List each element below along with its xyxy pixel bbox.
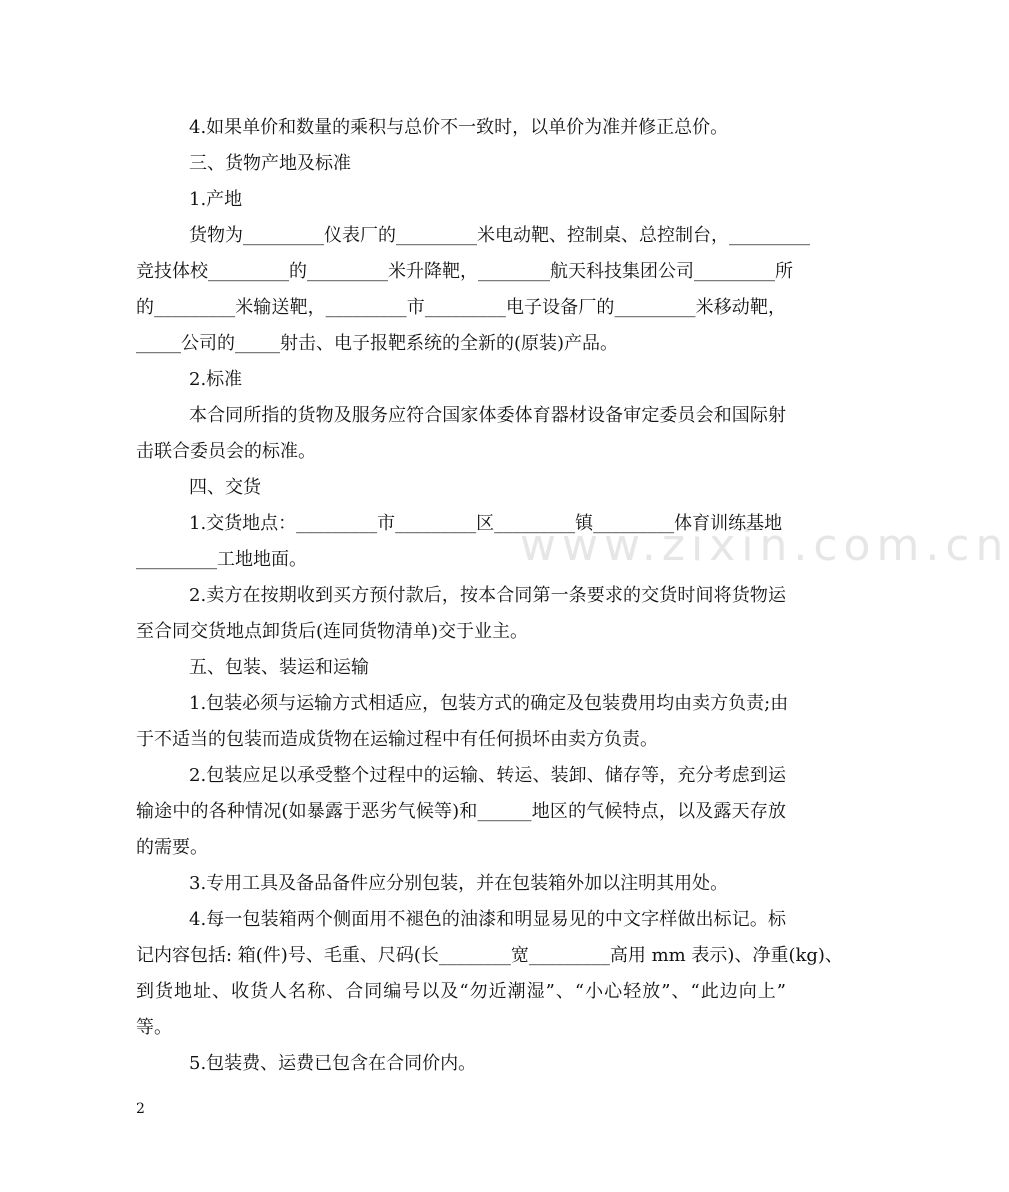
packing-text-line: 2.包装应足以承受整个过程中的运输、转运、装卸、储存等，充分考虑到运 (189, 765, 786, 786)
fees-text-line: 5.包装费、运费已包含在合同价内。 (189, 1053, 477, 1074)
origin-text-line: _____公司的_____射击、电子报靶系统的全新的(原装)产品。 (136, 333, 619, 354)
watermark: www.zixin.com.cn (520, 520, 1009, 571)
packing-text-line: 于不适当的包装而造成货物在运输过程中有任何损坏由卖方负责。 (136, 729, 658, 750)
packing-text-line: 的需要。 (136, 837, 208, 858)
page-number: 2 (136, 1101, 145, 1117)
standard-text-line: 本合同所指的货物及服务应符合国家体委体育器材设备审定委员会和国际射 (189, 405, 786, 426)
delivery-text-line: 1.交货地点：_________市_________区_________镇_________体育训练基地 (189, 513, 783, 534)
packing-text-line: 输途中的各种情况(如暴露于恶劣气候等)和______地区的气候特点，以及露天存放 (136, 801, 786, 822)
origin-text-line: 的_________米输送靶，_________市_________电子设备厂的_________米移动靶， (136, 297, 786, 318)
subheading-origin: 1.产地 (189, 189, 243, 210)
packing-text-line: 3.专用工具及备品备件应分别包装，并在包装箱外加以注明其用处。 (189, 873, 729, 894)
delivery-text-line: _________工地地面。 (136, 549, 307, 570)
packing-text-line: 1.包装必须与运输方式相适应，包装方式的确定及包装费用均由卖方负责;由 (189, 693, 789, 714)
marking-text-line: 4.每一包装箱两个侧面用不褪色的油漆和明显易见的中文字样做出标记。标 (189, 909, 786, 930)
marking-text-line: 记内容包括: 箱(件)号、毛重、尺码(长________宽_________高用 mm 表示)、净重(kg)、 (136, 945, 843, 966)
section-heading-3: 三、货物产地及标准 (189, 153, 351, 174)
origin-text-line: 竞技体校_________的_________米升降靶，________航天科技集团公司_________所 (136, 261, 793, 282)
clause-3-4: 4.如果单价和数量的乘积与总价不一致时，以单价为准并修正总价。 (189, 117, 729, 138)
section-heading-5: 五、包装、装运和运输 (189, 657, 369, 678)
delivery-text-line: 2.卖方在按期收到买方预付款后，按本合同第一条要求的交货时间将货物运 (189, 585, 786, 606)
standard-text-line: 击联合委员会的标准。 (136, 441, 316, 462)
subheading-standard: 2.标准 (189, 369, 243, 390)
marking-text-line: 等。 (136, 1017, 172, 1038)
delivery-text-line: 至合同交货地点卸货后(连同货物清单)交于业主。 (136, 621, 529, 642)
origin-text-line: 货物为_________仪表厂的_________米电动靶、控制桌、总控制台，_________ (189, 225, 810, 246)
section-heading-4: 四、交货 (189, 477, 261, 498)
marking-text-line: 到货地址、收货人名称、合同编号以及“勿近潮湿”、“小心轻放”、“此边向上” (136, 981, 786, 1002)
